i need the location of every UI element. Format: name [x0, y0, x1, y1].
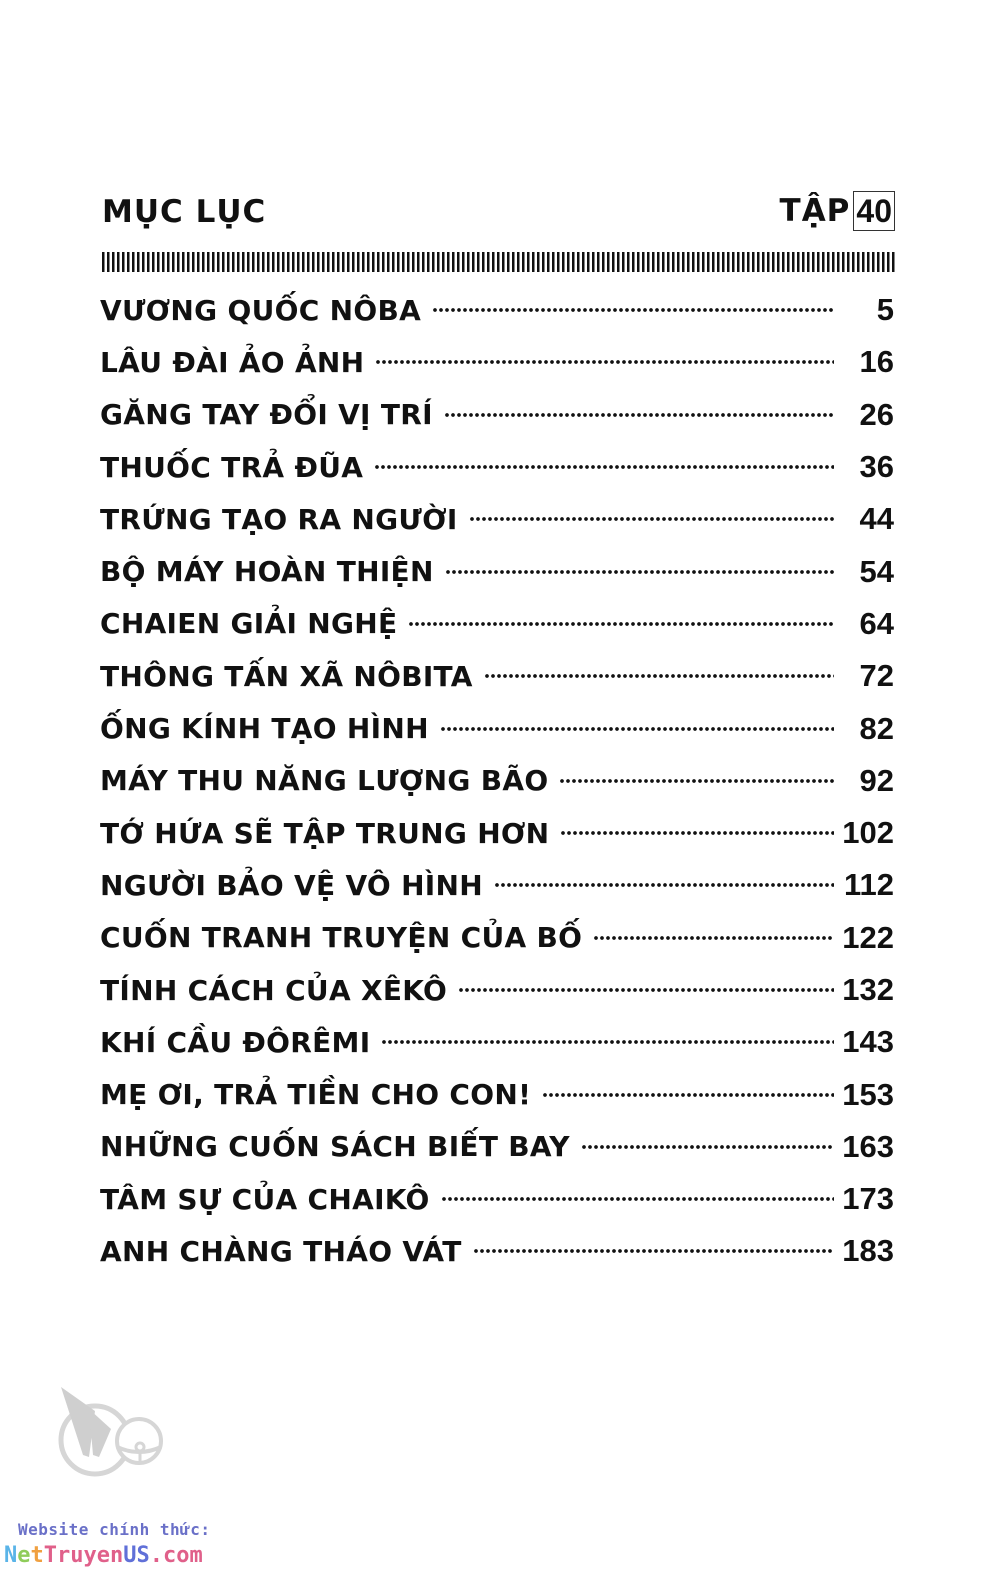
site-text-part: Truyen: [43, 1543, 124, 1568]
page-number: 16: [859, 344, 894, 380]
chapter-title: GĂNG TAY ĐỔI VỊ TRÍ: [100, 398, 433, 432]
toc-entry: [100, 1121, 894, 1173]
chapter-title: NGƯỜI BẢO VỆ VÔ HÌNH: [100, 868, 483, 902]
dot-leader: [409, 621, 834, 627]
page-number: 72: [859, 658, 894, 694]
toc-entry: [100, 389, 894, 441]
dot-leader: [382, 1039, 834, 1045]
page-number: 102: [842, 815, 894, 851]
chapter-title: TÍNH CÁCH CỦA XÊKÔ: [100, 973, 448, 1007]
page-number: 173: [842, 1181, 894, 1217]
dot-leader: [445, 412, 834, 418]
page-number: 183: [842, 1233, 894, 1269]
page-number: 122: [842, 919, 894, 955]
bell-logo-icon: [55, 1385, 165, 1480]
dot-leader: [594, 935, 834, 941]
volume-indicator: [780, 190, 895, 232]
toc-entry: [100, 545, 894, 597]
dot-leader: [433, 307, 834, 313]
decorative-stripe-divider: [102, 252, 897, 272]
dot-leader: [560, 778, 834, 784]
toc-entry: [100, 598, 894, 650]
chapter-title: MÁY THU NĂNG LƯỢNG BÃO: [100, 764, 549, 798]
chapter-title: TRỨNG TẠO RA NGƯỜI: [100, 502, 458, 536]
dot-leader: [459, 987, 834, 993]
chapter-title: TỚ HỨA SẼ TẬP TRUNG HƠN: [100, 816, 550, 850]
site-text-part: US: [123, 1543, 150, 1568]
dot-leader: [441, 726, 834, 732]
toc-entry: [100, 1173, 894, 1225]
chapter-title: KHÍ CẦU ĐÔRÊMI: [100, 1025, 371, 1059]
chapter-title: NHỮNG CUỐN SÁCH BIẾT BAY: [100, 1130, 570, 1164]
toc-entry: [100, 702, 894, 754]
toc-entry: [100, 441, 894, 493]
page-number: 132: [842, 972, 894, 1007]
site-text-part: .com: [149, 1543, 203, 1568]
site-text-part: N: [4, 1543, 18, 1568]
dot-leader: [582, 1144, 834, 1150]
page-number: 44: [859, 501, 894, 537]
page-title: MỤC LỤC: [102, 194, 267, 230]
page-number: 112: [843, 867, 894, 903]
toc-entry: [100, 912, 894, 964]
toc-entry: [100, 1016, 894, 1068]
toc-entry: [100, 964, 894, 1016]
chapter-title: ỐNG KÍNH TẠO HÌNH: [100, 712, 429, 746]
toc-entry: [100, 859, 894, 911]
dot-leader: [376, 359, 834, 365]
dot-leader: [474, 1248, 834, 1254]
chapter-title: TÂM SỰ CỦA CHAIKÔ: [100, 1182, 430, 1216]
volume-label: TẬP: [779, 193, 851, 229]
dot-leader: [561, 830, 834, 836]
chapter-title: CHAIEN GIẢI NGHỆ: [100, 607, 398, 641]
chapter-title: CUỐN TRANH TRUYỆN CỦA BỐ: [100, 921, 583, 955]
page-number: 163: [842, 1128, 894, 1164]
page-number: 54: [859, 553, 894, 589]
table-of-contents: [100, 284, 894, 1278]
toc-entry: [100, 336, 894, 388]
chapter-title: LÂU ĐÀI ẢO ẢNH: [100, 345, 365, 379]
page-number: 82: [859, 710, 894, 746]
page-number: 26: [859, 396, 894, 432]
toc-entry: [100, 807, 894, 859]
dot-leader: [442, 1196, 834, 1202]
toc-entry: [100, 284, 894, 336]
site-text-part: e: [17, 1543, 31, 1568]
chapter-title: VƯƠNG QUỐC NÔBA: [100, 293, 422, 327]
dot-leader: [375, 464, 834, 470]
chapter-title: THÔNG TẤN XÃ NÔBITA: [100, 659, 473, 693]
volume-number-box: 40: [853, 191, 895, 231]
page-number: 143: [842, 1024, 894, 1060]
dot-leader: [470, 516, 834, 522]
toc-entry: [100, 1225, 894, 1277]
toc-entry: [100, 755, 894, 807]
chapter-title: BỘ MÁY HOÀN THIỆN: [100, 555, 434, 589]
page-number: 36: [859, 449, 894, 485]
page-header: [102, 190, 895, 236]
toc-entry: [100, 1068, 894, 1120]
toc-entry: [100, 493, 894, 545]
watermark-site-link[interactable]: [4, 1543, 203, 1568]
page-number: 92: [859, 762, 894, 798]
page-number: 5: [876, 292, 894, 328]
toc-entry: [100, 650, 894, 702]
chapter-title: MẸ ƠI, TRẢ TIỀN CHO CON!: [100, 1078, 532, 1112]
chapter-title: ANH CHÀNG THÁO VÁT: [100, 1234, 462, 1268]
watermark-caption: Website chính thức:: [18, 1520, 211, 1539]
page-number: 153: [842, 1076, 894, 1112]
chapter-title: THUỐC TRẢ ĐŨA: [100, 450, 364, 484]
page-number: 64: [859, 605, 894, 641]
dot-leader: [543, 1092, 834, 1098]
dot-leader: [485, 673, 834, 679]
site-text-part: t: [30, 1543, 44, 1568]
dot-leader: [495, 882, 834, 888]
dot-leader: [446, 569, 834, 575]
